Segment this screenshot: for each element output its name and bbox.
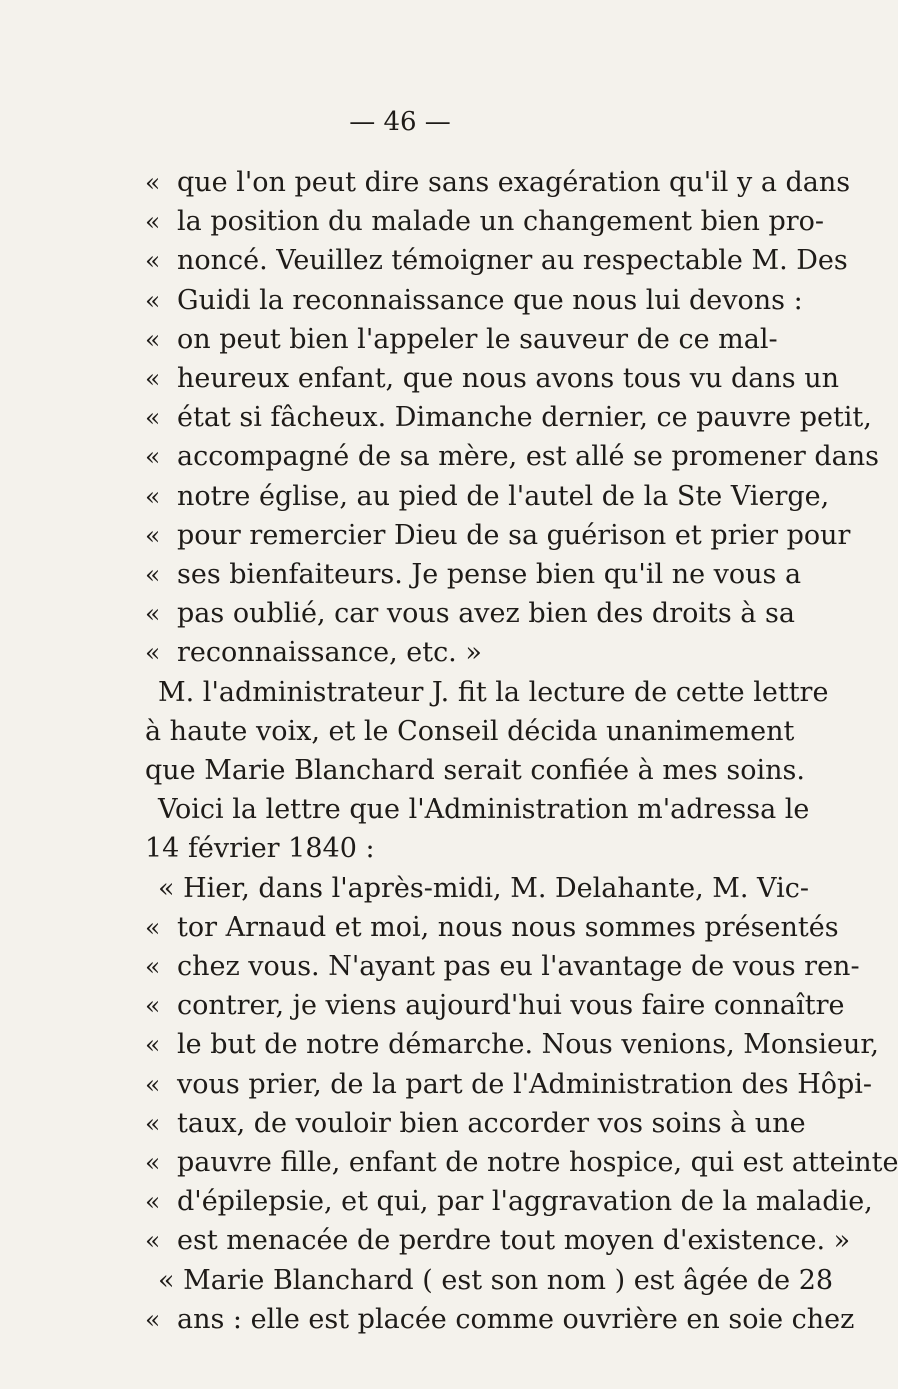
text-line: [0, 359, 839, 399]
text-line: [0, 241, 848, 281]
line-text: « Marie Blanchard ( est son nom ) est âgée de 28: [158, 1264, 834, 1296]
quote-mark: «: [145, 1069, 161, 1099]
text-line: [0, 1261, 834, 1301]
quote-mark: «: [145, 560, 161, 589]
quote-mark: «: [145, 246, 161, 276]
line-text: que l'on peut dire sans exagération qu'il y a dans: [177, 167, 851, 198]
quote-mark: «: [145, 168, 161, 197]
text-line: [0, 594, 800, 634]
line-text: chez vous. N'ayant pas eu l'avantage de vous ren-: [177, 951, 860, 982]
quote-mark: «: [145, 442, 161, 472]
text-line: [0, 398, 872, 438]
quote-mark: «: [145, 1187, 161, 1217]
line-text: Voici la lettre que l'Administration m'adressa le: [158, 794, 810, 826]
line-text: d'épilepsie, et qui, par l'aggravation de la maladie,: [177, 1186, 873, 1218]
line-text: accompagné de sa mère, est allé se promener dans: [177, 441, 879, 473]
quote-mark: «: [145, 1148, 161, 1177]
line-text: notre église, au pied de l'autel de la Ste Vierge,: [177, 480, 830, 512]
text-line: [0, 673, 829, 713]
quote-mark: «: [145, 324, 161, 354]
quote-mark: «: [145, 912, 161, 942]
line-text: le but de notre démarche. Nous venions, Monsieur,: [177, 1029, 879, 1061]
line-text: pauvre fille, enfant de notre hospice, qui est atteinte: [177, 1147, 898, 1178]
text-line: [0, 869, 809, 909]
line-text: contrer, je viens aujourd'hui vous faire connaître: [177, 990, 845, 1022]
line-text: la position du malade un changement bien pro-: [177, 206, 825, 238]
text-line: [0, 947, 860, 987]
quote-mark: «: [145, 364, 161, 393]
page-number: — 46 —: [349, 107, 451, 137]
text-line: [0, 986, 845, 1026]
text-line: [0, 1221, 851, 1261]
line-text: tor Arnaud et moi, nous nous sommes présentés: [177, 911, 839, 943]
quote-mark: «: [145, 1030, 161, 1060]
text-line: [0, 320, 800, 360]
text-line: [0, 751, 805, 791]
quote-mark: «: [145, 520, 161, 550]
text-line: [0, 202, 825, 242]
quote-mark: «: [145, 285, 161, 315]
line-text: M. l'administrateur J. fit la lecture de cette lettre: [158, 676, 829, 708]
text-line: [0, 163, 851, 203]
text-line: [0, 908, 839, 948]
text-line: [0, 1104, 806, 1144]
line-text: ans : elle est placée comme ouvrière en soie chez: [177, 1303, 855, 1335]
line-text: que Marie Blanchard serait confiée à mes soins.: [145, 755, 805, 786]
text-line: [0, 633, 800, 673]
quote-mark: «: [145, 952, 161, 981]
line-text: « Hier, dans l'après-midi, M. Delahante, M. Vic-: [158, 872, 809, 904]
line-text: pas oublié, car vous avez bien des droits à sa: [177, 598, 795, 630]
quote-mark: «: [145, 1108, 161, 1138]
line-text: Guidi la reconnaissance que nous lui devons :: [177, 284, 803, 316]
line-text: pour remercier Dieu de sa guérison et prier pour: [177, 519, 851, 551]
text-line: [0, 437, 879, 477]
text-line: [0, 712, 800, 752]
quote-mark: «: [145, 207, 161, 237]
text-line: [0, 1065, 873, 1105]
text-line: [0, 516, 851, 556]
quote-mark: «: [145, 403, 161, 433]
text-line: [0, 829, 800, 869]
text-line: [0, 790, 810, 830]
text-line: [0, 1182, 873, 1222]
quote-mark: «: [145, 638, 161, 668]
quote-mark: «: [145, 1226, 161, 1256]
line-text: reconnaissance, etc. »: [177, 637, 482, 669]
text-line: [0, 1025, 879, 1065]
line-text: état si fâcheux. Dimanche dernier, ce pauvre petit,: [177, 402, 872, 434]
line-text: 14 février 1840 :: [145, 833, 375, 865]
line-text: on peut bien l'appeler le sauveur de ce mal-: [177, 323, 778, 355]
text-line: [0, 1143, 898, 1183]
line-text: heureux enfant, que nous avons tous vu dans un: [177, 363, 839, 394]
quote-mark: «: [145, 599, 161, 629]
text-line: [0, 1300, 855, 1340]
line-text: noncé. Veuillez témoigner au respectable M. Des: [177, 245, 848, 277]
line-text: taux, de vouloir bien accorder vos soins à une: [177, 1107, 806, 1139]
quote-mark: «: [145, 481, 161, 511]
text-line: [0, 477, 830, 517]
quote-mark: «: [145, 1304, 161, 1334]
line-text: ses bienfaiteurs. Je pense bien qu'il ne vous a: [177, 559, 802, 590]
line-text: est menacée de perdre tout moyen d'existence. »: [177, 1225, 851, 1257]
text-line: [0, 555, 800, 595]
line-text: vous prier, de la part de l'Administration des Hôpi-: [177, 1068, 873, 1100]
line-text: à haute voix, et le Conseil décida unanimement: [145, 715, 795, 747]
quote-mark: «: [145, 991, 161, 1021]
text-line: [0, 281, 803, 321]
